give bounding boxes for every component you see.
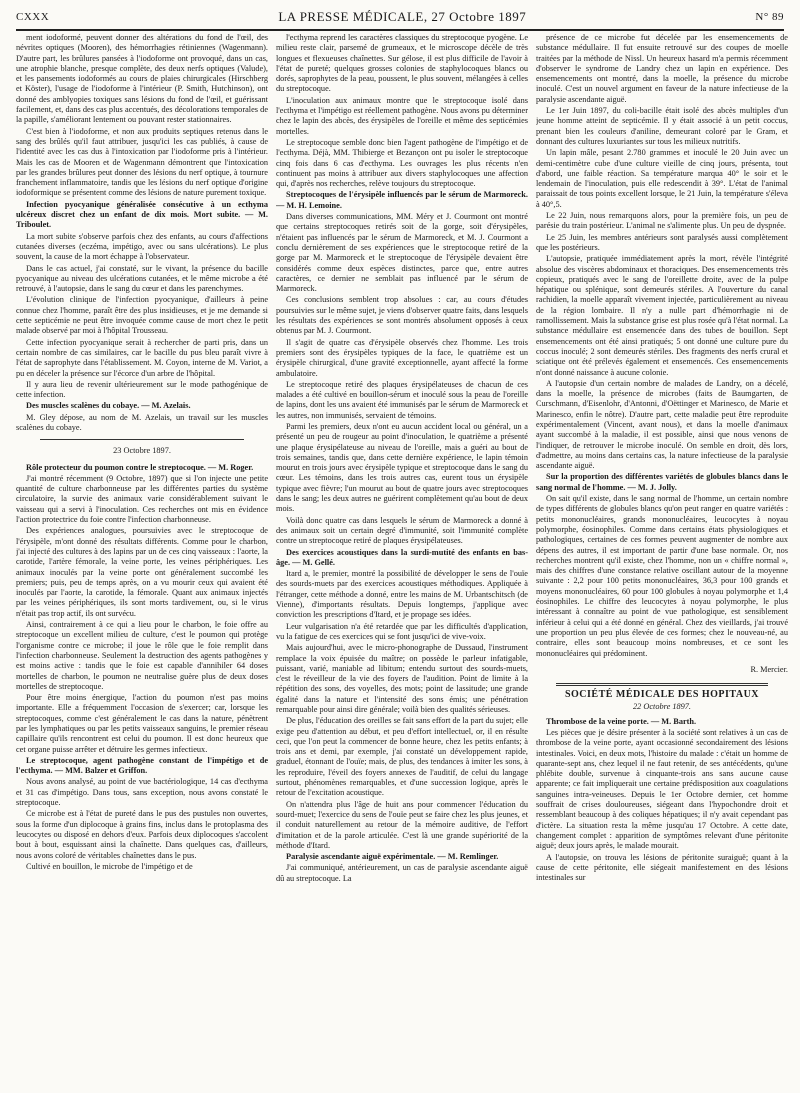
paragraph: A l'autopsie, on trouva les lésions de péritonite suraiguë; quant à la cause de cette péritonite, elle siégeait manifestement en des lésions intestinales sur [536,852,788,883]
paragraph: Les pièces que je désire présenter à la société sont relatives à un cas de thrombose de la veine porte, ayant occasionné secondairement des lésions intestinales. Voici, en deux mots, l'histoire du malade : c'était un homme de quarante-sept ans, chez lequel il ne faut retenir, de ses antécédents, qu'une phlébite double, survenue à cinquante-trois ans sans aucune cause apparente; ce fait impliquerait une certaine prédisposition aux coagulations sanguines intra-veineuses. Depuis le 1er Octobre dernier, cet homme souffrait de crises douloureuses, siégeant dans l'hypochondre droit et ressemblant beaucoup à des coliques hépatiques; il n'y avait cependant pas d'ictère. La situation resta la même jusqu'au 17 Octobre. A cette date, changement complet : apparition de symptômes relevant d'une péritonite aiguë; deux jours après, le malade mourait. [536,728,788,851]
paragraph: ment iodoformé, peuvent donner des altérations du fond de l'œil, des névrites optiques (Mooren), des hémorrhagies rétiniennes (Wagenmann). D'autre part, les brûlures pansées à l'iodoforme ont provoqué, dans un cas, une atrophie blanche, presque complète, des deux nerfs optiques (Valude), et les pansements iodoformés au cours de plaies chirurgicales (Hirschberg et Köster), l'usage de l'iodoforme à l'intérieur (P. Smith, Hutchinson), ont donné des amblyopies toxiques sans lésions du fond de l'œil, et guérissant facilement, et, dans des cas plus accentués, des décolorations temporales de la papille, s'améliorant lentement ou pouvant rester stationnaires. [16,33,268,125]
column-2 [276,33,528,1093]
paragraph: Dans le cas actuel, j'ai constaté, sur le vivant, la présence du bacille pyocyanique au niveau des ulcérations cutanées, et le même microbe a été retrouvé, à l'autopsie, dans le sang du cœur et dans les parenchymes. [16,263,268,294]
paragraph: La mort subite s'observe parfois chez des enfants, au cours d'affections cutanées diverses (eczéma, impétigo, avec ou sans ulcérations). Le plus souvent, la cause de la mort échappe à l'observateur. [16,231,268,262]
paragraph: Nous avons analysé, au point de vue bactériologique, 14 cas d'ecthyma et 31 cas d'impétigo. Dans tous, sans exception, nous avons constaté le streptocoque. [16,777,268,808]
paragraph: Ainsi, contrairement à ce qui a lieu pour le charbon, le foie offre au streptocoque un excellent milieu de culture, c'est le poumon qui protège l'organisme contre ce microbe; il joue le rôle que le foie remplit dans l'infection charbonneuse. Seulement la destruction des agents pathogènes y est moins active : tandis que le foie est capable d'annihiler 64 doses mortelles de charbon, le poumon ne neutralise guère plus de deux doses mortelles de streptocoque. [16,620,268,691]
text-columns [16,33,788,1093]
paragraph: J'ai communiqué, antérieurement, un cas de paralysie ascendante aiguë dû au streptocoque. La [276,863,528,883]
paragraph: A l'autopsie d'un certain nombre de malades de Landry, on a décelé, dans la moelle, la présence de microbes (faits de Baumgarten, de Curschmann, d'Eisenlohr, d'Antonni, d'Oëttinger et Marinesco, de Marie et Marinesco, enfin le nôtre). D'autre part, cette maladie peut être reproduite expérimentalement (Vincent, avant nous), et dans la moelle d'animaux ayant succombé à la maladie, il est possible, ainsi que nous venons de l'indiquer, de retrouver le microbe inoculé. On semble en droit, dès lors, d'admettre, au moins dans certains cas, la nature infectieuse de la paralysie ascendante aiguë. [536,378,788,471]
society-title: SOCIÉTÉ MÉDICALE DES HOPITAUX [564,689,760,701]
section-heading: Des exercices acoustiques dans la surdi-mutité des enfants en bas-âge. — M. Gellé. [276,547,528,567]
paragraph: Le 1er Juin 1897, du coli-bacille était isolé des abcès multiples d'un jeune homme atteint de septicémie. Il y était associé à un petit coccus, prenant bien les couleurs d'aniline, demeurant coloré par le Gram, et donnant des cultures luxuriantes sur tous les milieux nutritifs. [536,106,788,146]
section-heading: Infection pyocyanique généralisée consécutive à un ecthyma ulcéreux discret chez un enfant de dix mois. Mort subite. — M. Triboulet. [16,199,268,230]
section-divider [556,683,768,686]
paragraph: Dans diverses communications, MM. Méry et J. Courmont ont montré que certains streptocoques retirés soit de la gorge, soit d'érysipèles, n'étaient pas influencés par le sérum de Marmoreck, et M. J. Courmont a conclu dernièrement de ses expériences que le streptocoque retiré de la gorge par M. Marmoreck et le streptocoque de l'érysipèle devaient être considérés comme deux espèces distinctes, parce que, entre autres caractères, ce dernier ne semblait pas influencé par le sérum de Marmoreck. [276,212,528,294]
page-header [16,5,784,31]
paragraph: Pour être moins énergique, l'action du poumon n'est pas moins importante. Elle a fréquemment l'occasion de s'exercer; car, lorsque les streptocoques, comme c'est généralement le cas dans la nature, pénètrent par les lymphatiques ou par les petits vaisseaux sanguins, le premier réseau capillaire qu'ils rencontrent est celui du poumon. Il est donc heureux que cet organe puisse arrêter et détruire les germes infectieux. [16,693,268,754]
paragraph: L'autopsie, pratiquée immédiatement après la mort, révèle l'intégrité absolue des viscères abdominaux et thoraciques. Des ensemencements très copieux, pratiqués avec le sang de l'oreillette droite, avec de la pulpe hépatique ou splénique, sont demeurés stériles. A l'ouverture du canal rachidien, la moelle apparaît vivement injectée, particulièrement au niveau de la région lombaire. Il n'y a nulle part d'hémorrhagie ni de ramollissement. Mais la substance grise est plus rosée qu'à l'état normal. La substance médullaire est ensemencée dans des tubes de bouillon. Sept ensemencements ont été ainsi pratiqués; 5 ont donné une culture pure du coccus inoculé; 2 sont demeurés stériles. Des fragments des nerfs crural et sciatique ont été prélevés également et ensemencés. Ces ensemencements n'ont donné naissance à aucune colonie. [536,254,788,377]
section-heading: Thrombose de la veine porte. — M. Barth. [546,716,697,726]
paragraph: Mais aujourd'hui, avec le micro-phonographe de Dussaud, l'instrument remplace la voix épuisée du maître; on possède le parleur infatigable, puissant, varié, maniable ad libitum; entendu surtout des sourds-muets, c'est le réveilleur de la vie des foyers de l'audition. Point de limite à la répétition des sons, des voyelles, des mots; point de lassitude; une grande égalité dans la nature et l'intensité des sons émis; une pénétration remarquable pour ainsi dire générale; voilà bien des qualités sérieuses. [276,643,528,714]
paragraph: L'évolution clinique de l'infection pyocyanique, d'ailleurs à peine connue chez l'homme, paraît être des plus insidieuses, et je me demande si cette septicémie ne peut être invoquée comme cause de mort chez le petit malade observé par moi à l'hôpital Trousseau. [16,295,268,336]
paragraph: Parmi les premiers, deux n'ont eu aucun accident local ou général, un a présenté un peu de rougeur au point d'inoculation, le quatrième a présenté une plaque érysipélateuse au niveau de l'oreille, mais a guéri au bout de trois semaines, tandis que, dans cette dernière expérience, le lapin témoin mourut en trois jours avec érysipèle typique et streptocoque dans le sang du cœur. Les témoins, dans les trois autres cas, eurent tous un érysipèle typique avec fièvre; l'un mourut au bout de quatre jours avec streptocoques dans le sang; les deux autres ne guérirent complètement qu'au bout de deux mois. [276,421,528,514]
paragraph: Un lapin mâle, pesant 2.780 grammes et inoculé le 20 Juin avec un demi-centimètre cube d'une culture vieille de cinq jours, présenta, tout d'abord, une faible réaction. Sa température marqua 40° le soir et le lendemain de l'inoculation, puis elle redescendit à 39°. L'état de l'animal paraissait de tous points excellent lorsque, le 21 Juin, la température s'éleva à 40°,5. [536,148,788,209]
section-heading: Rôle protecteur du poumon contre le streptocoque. — M. Roger. [26,462,254,472]
paragraph: Itard a, le premier, montré la possibilité de développer le sens de l'ouïe des sourds-muets par des exercices acoustiques méthodiques. Appliquée à l'étranger, cette méthode a donné, entre les mains de M. Urbantschitsch (de Vienne), d'importants résultats. Depuis longtemps, j'applique avec conviction les prescriptions d'Itard, et je propage ses idées. [276,569,528,620]
column-1 [16,33,268,1093]
paragraph: Voilà donc quatre cas dans lesquels le sérum de Marmoreck a donné à des animaux soit un certain degré d'immunité, soit l'immunité complète contre un streptocoque retiré de plaques érysipélateuses. [276,515,528,546]
paragraph: Ces conclusions semblent trop absolues : car, au cours d'études poursuivies sur le même sujet, je viens d'observer quatre faits, dans lesquels les résultats des expériences se sont montrés absolument opposés à ceux obtenus par M. J. Courmont. [276,295,528,336]
paragraph: Il y aura lieu de revenir ultérieurement sur le mode pathogénique de cette infection. [16,379,268,400]
paragraph: L'inoculation aux animaux montre que le streptocoque isolé dans l'ecthyma et l'impétigo est réellement pathogène. Nous avons pu déterminer chez le lapin des abcès, des érysipèles de l'oreille et même des septicémies mortelles. [276,95,528,136]
society-date: 22 Octobre 1897. [633,702,691,712]
paragraph: De plus, l'éducation des oreilles se fait sans effort de la part du sujet; elle exige peu d'attention au début, et peu d'effort intellectuel, or, il en résulte ceci, que l'on peut la commencer de bonne heure, chez les petits enfants; à trois ans et demi, par exemple, j'ai constaté un développement rapide, graduel, étonnant de l'ouïe; mais, de plus, des tendances à imiter les sons, à les reproduire, l'éveil des foyers annexes de l'auditif, de celui du langage surtout, phénomènes remarquables, et d'une succession logique, après le retour de l'excitation acoustique. [276,716,528,798]
page-title: LA PRESSE MÉDICALE, 27 Octobre 1897 [278,9,527,24]
issue-number: N° 89 [755,11,784,23]
section-heading: Le streptocoque, agent pathogène constant de l'impétigo et de l'ecthyma. — MM. Balzer et Griffon. [16,755,268,776]
paragraph: Ce microbe est à l'état de pureté dans le pus des pustules non ouvertes, sous la forme d'un diplocoque à grains fins, inclus dans le protoplasma des leucocytes ou disposé en dehors d'eux. Parfois deux diplocoques s'accolent bout à bout, esquissant ainsi la chaînette. Dans quelques cas, d'ailleurs, nous avons coloré de véritables chaînettes dans le pus. [16,809,268,860]
paragraph: Cultivé en bouillon, le microbe de l'impétigo et de [26,861,193,871]
page-number-roman: CXXX [16,11,50,23]
paragraph: présence de ce microbe fut décelée par les ensemencements de substance médullaire. Il fut ensuite retrouvé sur des coupes de moelle traitées par la méthode de Nissl. Un heureux hasard m'a permis récemment d'observer le syndrome de Landry chez un lapin en expérience. Des ensemencements ont montré, dans la moelle, la présence du microbe inoculé. C'est un nouvel argument en faveur de la nature infectieuse de la paralysie ascendante aiguë. [536,33,788,104]
divider [40,439,244,440]
paragraph: C'est bien à l'iodoforme, et non aux produits septiques retenus dans le sang des brûlés qu'il faut attribuer, jusqu'ici les cas publiés, à cause de l'identité avec les cas dus à l'intoxication par l'iodoforme pris à l'intérieur. Mais les cas de Mooren et de Wagenmann démontrent que l'intoxication par les grandes brûlures peut donner des lésions du nerf optique, à tournure franchement inflammatoire, tandis que les lésions du nerf optique d'origine iodoformique se présentent comme des lésions de nature purement toxique. [16,126,268,198]
paragraph: Le 25 Juin, les membres antérieurs sont paralysés aussi complètement que les postérieurs. [536,232,788,252]
paragraph: Le streptocoque semble donc bien l'agent pathogène de l'impétigo et de l'ecthyma. Déjà, MM. Thibierge et Bezançon ont pu isoler le streptocoque cinq fois dans 6 cas d'ecthyma. Les ouvrages les plus récents n'en continuent pas moins à attribuer aux divers staphylocoques une affection qui, d'après nos recherches, relève toujours du streptocoque. [276,137,528,189]
paragraph: Le 22 Juin, nous remarquons alors, pour la première fois, un peu de parésie du train postérieur. L'animal ne s'alimente plus. Un peu de dyspnée. [536,211,788,231]
paragraph: l'ecthyma reprend les caractères classiques du streptocoque pyogène. Le milieu reste clair, parsemé de grumeaux, et le microscope décèle de très longues et flexueuses chaînettes. Sur gélose, il est plus difficile de l'avoir à l'état de pureté; quelques grosses colonies de staphylocoques blancs ou dorés, saprophytes de la peau, poussent, le plus souvent, mélangées à celles du streptocoque. [276,33,528,94]
paragraph: Cette infection pyocyanique serait à rechercher de parti pris, dans un certain nombre de cas similaires, car le bacille du pus bleu paraît vivre à l'état de saprophyte dans l'établissement. M. Coyon, interne de M. Variot, a pu en déceler la présence sur l'écorce d'un arbre de l'hôpital. [16,337,268,378]
paragraph: On sait qu'il existe, dans le sang normal de l'homme, un certain nombre de types différents de globules blancs qu'on peut ranger en quatre variétés : petits mononucléaires, grands mononucléaires, leucocytes à noyau polymorphe, éosinophiles. Comme dans certains états physiologiques et pathologiques, certaines de ces formes peuvent augmenter de nombre aux dépens des autres, il est important de partir d'une base normale. Or, nos recherches montrent qu'il existe, chez l'homme, non un « chiffre normal », mais des chiffres d'une constance relative oscillant autour de la moyenne suivante : 2,2 pour 100 petits mononucléaires, 36,3 pour 100 grands et moyens mononucléaires, 60 pour 100 globules à noyau polymorphe et 1,4 éosinophiles. Le chiffre des leucocytes à noyau polymorphe, le plus intéressant à connaître au point de vue pathologique, est sensiblement inférieur à celui qui a été donné en général. Chez des vieillards, j'ai trouvé une proportion un peu plus élevée de ces formes; chez le nouveau-né, au contraire, elles sont beaucoup moins nombreuses, et ce sont les mononucléaires qui prédominent. [536,494,788,658]
paragraph: Des expériences analogues, poursuivies avec le streptocoque de l'érysipèle, m'ont donné des résultats différents. Comme pour le charbon, j'ai injecté des cultures à des lapins par un de ces cinq vaisseaux : l'aorte, la carotide, l'artère fémorale, la veine porte, les veines périphériques. Les animaux inoculés par la veine porte ont généralement succombé les premiers; puis, peu de temps après, on a vu mourir ceux qui avaient été inoculés par l'aorte, la carotide, la fémorale. Quant aux animaux injectés par les veines périphériques, ils sont morts tardivement, ou, si le virus n'était pas trop actif, ils ont survécu. [16,526,268,618]
column-3 [536,33,788,1093]
paragraph: M. Gley dépose, au nom de M. Azelais, un travail sur les muscles scalènes du cobaye. [16,412,268,432]
section-heading: Sur la proportion des différentes variétés de globules blancs dans le sang normal de l'homme. — M. J. Jolly. [536,472,788,492]
section-heading: Paralysie ascendante aiguë expérimentale. — M. Remlinger. [286,852,499,862]
paragraph: On n'attendra plus l'âge de huit ans pour commencer l'éducation du sourd-muet; l'exercice du sens de l'ouïe peut se faire chez les plus jeunes, et il conduit naturellement au retour de la mémoire auditive, de l'effort d'imitation et de la parole articulée. C'est là une grande supériorité de la méthode d'Itard. [276,799,528,850]
paragraph: Le streptocoque retiré des plaques érysipélateuses de chacun de ces malades a été cultivé en bouillon-sérum et inoculé sous la peau de l'oreille de lapins, dont les uns avaient été immunisés par le sérum de Marmoreck et les autres, non immunisés, servaient de témoins. [276,379,528,420]
paragraph: Il s'agit de quatre cas d'érysipèle observés chez l'homme. Les trois premiers sont des érysipèles typiques de la face, le quatrième est un érysipèle chirurgical, d'une gravité exceptionnelle, ayant affecté la forme ambulatoire. [276,337,528,378]
author-signature: R. Mercier. [750,664,788,674]
section-heading: Streptocoques de l'érysipèle influencés par le sérum de Marmoreck. — M. H. Lemoine. [276,190,528,210]
session-date: 23 Octobre 1897. [113,446,171,456]
section-heading: Des muscles scalènes du cobaye. — M. Azelais. [26,401,191,411]
paragraph: J'ai montré récemment (9 Octobre, 1897) que si l'on injecte une petite quantité de culture charbonneuse par les différentes parties du système circulatoire, la survie des animaux varie considérablement suivant le vaisseau qui a servi à l'inoculation. Ces recherches ont mis en évidence l'action protectrice du foie contre l'infection charbonneuse. [16,473,268,525]
paragraph: Leur vulgarisation n'a été retardée que par les difficultés d'application, vu la fatigue de ces exercices qui se font jusqu'ici de vive-voix. [276,621,528,641]
